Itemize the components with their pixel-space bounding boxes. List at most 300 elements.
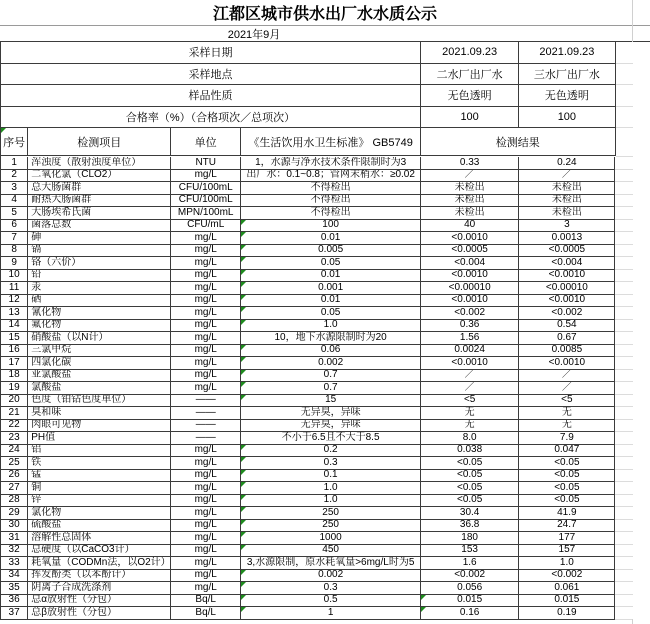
cell-unit: Bq/L: [171, 595, 241, 608]
cell-result-plant2: <0.05: [421, 482, 519, 495]
cell-result-plant2: 0.038: [421, 445, 519, 458]
cell-standard: 100: [241, 220, 421, 233]
cell-standard: 无异臭，异味: [241, 420, 421, 433]
cell-result-plant2: <0.0010: [421, 357, 519, 370]
grid-gutter: [615, 407, 633, 420]
cell-no: 22: [1, 420, 28, 433]
cell-item: 总β放射性（分包）: [28, 607, 171, 620]
grid-gutter: [615, 332, 633, 345]
table-row: [1, 157, 633, 170]
table-row: [1, 270, 633, 283]
header-result: 检测结果: [421, 127, 615, 156]
cell-result-plant2: 1.6: [421, 557, 519, 570]
cell-result-plant3: <0.0010: [519, 357, 615, 370]
cell-result-plant3: <0.002: [519, 307, 615, 320]
cell-result-plant2: <0.002: [421, 570, 519, 583]
cell-no: 33: [1, 557, 28, 570]
grid-gutter: [615, 532, 633, 545]
info-value-plant2: 100: [421, 107, 519, 129]
grid-gutter: [615, 432, 633, 445]
cell-standard: 0.01: [241, 232, 421, 245]
cell-result-plant2: <0.0010: [421, 270, 519, 283]
header-item: 检测项目: [28, 127, 171, 156]
info-value-plant3: 100: [519, 107, 615, 129]
cell-item: 臭和味: [28, 407, 171, 420]
cell-no: 2: [1, 170, 28, 183]
cell-unit: mg/L: [171, 482, 241, 495]
cell-item: 砷: [28, 232, 171, 245]
table-row: [1, 395, 633, 408]
cell-result-plant3: 7.9: [519, 432, 615, 445]
cell-unit: mg/L: [171, 170, 241, 183]
table-row: [1, 457, 633, 470]
cell-item: 阴离子合成洗涤剂: [28, 582, 171, 595]
cell-item: 色度（铂钴色度单位）: [28, 395, 171, 408]
cell-unit: mg/L: [171, 507, 241, 520]
cell-item: 氟化物: [28, 320, 171, 333]
cell-standard: 1.0: [241, 320, 421, 333]
cell-result-plant2: <5: [421, 395, 519, 408]
grid-gutter: [615, 370, 633, 383]
cell-result-plant3: <0.0005: [519, 245, 615, 258]
cell-item: 铬（六价）: [28, 257, 171, 270]
cell-result-plant3: <5: [519, 395, 615, 408]
cell-result-plant2: <0.05: [421, 457, 519, 470]
cell-result-plant3: <0.0010: [519, 295, 615, 308]
cell-result-plant3: 1.0: [519, 557, 615, 570]
cell-no: 19: [1, 382, 28, 395]
cell-unit: mg/L: [171, 457, 241, 470]
info-row: [1, 42, 633, 64]
cell-no: 36: [1, 595, 28, 608]
results-table-body: [0, 157, 633, 620]
info-label: 样品性质: [1, 85, 421, 107]
report-month-row: [0, 26, 650, 42]
table-row: [1, 220, 633, 233]
info-value-plant3: 无色透明: [519, 85, 615, 107]
cell-result-plant2: ／: [421, 382, 519, 395]
cell-item: 肉眼可见物: [28, 420, 171, 433]
cell-no: 9: [1, 257, 28, 270]
cell-unit: mg/L: [171, 345, 241, 358]
grid-gutter: [615, 170, 633, 183]
cell-item: 氯酸盐: [28, 382, 171, 395]
cell-result-plant3: ／: [519, 382, 615, 395]
cell-no: 29: [1, 507, 28, 520]
cell-item: 铜: [28, 482, 171, 495]
cell-unit: mg/L: [171, 470, 241, 483]
cell-result-plant3: <0.004: [519, 257, 615, 270]
cell-no: 28: [1, 495, 28, 508]
cell-result-plant3: <0.0010: [519, 270, 615, 283]
cell-standard: 1.0: [241, 482, 421, 495]
cell-result-plant2: 36.8: [421, 520, 519, 533]
cell-standard: 1: [241, 607, 421, 620]
grid-gutter: [615, 207, 633, 220]
cell-result-plant2: 未检出: [421, 207, 519, 220]
cell-unit: mg/L: [171, 582, 241, 595]
cell-unit: mg/L: [171, 445, 241, 458]
cell-no: 26: [1, 470, 28, 483]
table-row: [1, 170, 633, 183]
cell-unit: mg/L: [171, 332, 241, 345]
cell-no: 30: [1, 520, 28, 533]
table-row: [1, 382, 633, 395]
grid-gutter: [615, 195, 633, 208]
cell-item: 镉: [28, 245, 171, 258]
cell-result-plant2: <0.00010: [421, 282, 519, 295]
table-row: [1, 607, 633, 620]
cell-result-plant3: 0.061: [519, 582, 615, 595]
grid-gutter: [615, 382, 633, 395]
info-row: [1, 107, 633, 129]
cell-result-plant3: 0.24: [519, 157, 615, 170]
cell-standard: 不得检出: [241, 207, 421, 220]
cell-item: 铅: [28, 270, 171, 283]
table-row: [1, 357, 633, 370]
cell-no: 34: [1, 570, 28, 583]
cell-standard: 0.01: [241, 270, 421, 283]
info-value-plant2: 无色透明: [421, 85, 519, 107]
info-row: [1, 85, 633, 107]
sampling-info-section: [0, 42, 633, 128]
info-row: [1, 64, 633, 86]
cell-result-plant3: 157: [519, 545, 615, 558]
cell-unit: ——: [171, 395, 241, 408]
cell-unit: mg/L: [171, 520, 241, 533]
grid-gutter: [616, 64, 634, 86]
cell-unit: mg/L: [171, 545, 241, 558]
cell-item: 大肠埃希氏菌: [28, 207, 171, 220]
cell-result-plant2: 180: [421, 532, 519, 545]
cell-unit: ——: [171, 407, 241, 420]
cell-no: 6: [1, 220, 28, 233]
cell-standard: 1，水源与净水技术条件限制时为3: [241, 157, 421, 170]
info-value-plant2: 2021.09.23: [421, 42, 519, 64]
cell-item: PH值: [28, 432, 171, 445]
grid-gutter: [615, 470, 633, 483]
cell-standard: 1000: [241, 532, 421, 545]
cell-item: 氰化物: [28, 307, 171, 320]
cell-standard: 0.7: [241, 382, 421, 395]
table-row: [1, 595, 633, 608]
cell-result-plant2: <0.05: [421, 495, 519, 508]
cell-result-plant3: 0.19: [519, 607, 615, 620]
cell-no: 20: [1, 395, 28, 408]
cell-unit: mg/L: [171, 370, 241, 383]
cell-no: 10: [1, 270, 28, 283]
cell-unit: mg/L: [171, 557, 241, 570]
cell-standard: 0.001: [241, 282, 421, 295]
grid-gutter: [615, 420, 633, 433]
table-row: [1, 320, 633, 333]
grid-gutter: [615, 595, 633, 608]
cell-result-plant3: 0.0085: [519, 345, 615, 358]
table-row: [1, 532, 633, 545]
cell-result-plant2: 8.0: [421, 432, 519, 445]
info-label: 采样日期: [1, 42, 421, 64]
cell-standard: 出厂水：0.1~0.8；管网末梢水：≥0.02: [241, 170, 421, 183]
cell-result-plant2: 未检出: [421, 182, 519, 195]
table-row: [1, 307, 633, 320]
cell-no: 7: [1, 232, 28, 245]
grid-gutter: [615, 295, 633, 308]
cell-result-plant3: 0.67: [519, 332, 615, 345]
cell-result-plant3: 0.0013: [519, 232, 615, 245]
cell-no: 31: [1, 532, 28, 545]
table-row: [1, 182, 633, 195]
cell-no: 11: [1, 282, 28, 295]
cell-result-plant2: 0.056: [421, 582, 519, 595]
table-row: [1, 195, 633, 208]
header-standard: 《生活饮用水卫生标准》 GB5749: [241, 127, 421, 156]
cell-standard: 1.0: [241, 495, 421, 508]
cell-result-plant2: <0.0005: [421, 245, 519, 258]
table-row: [1, 420, 633, 433]
grid-gutter: [615, 157, 633, 170]
cell-no: 8: [1, 245, 28, 258]
cell-unit: mg/L: [171, 245, 241, 258]
grid-gutter: [615, 282, 633, 295]
header-no: 序号: [1, 127, 28, 156]
cell-unit: mg/L: [171, 307, 241, 320]
header-unit: 单位: [171, 127, 241, 156]
cell-result-plant3: 无: [519, 420, 615, 433]
cell-standard: 0.002: [241, 570, 421, 583]
cell-standard: 不得检出: [241, 182, 421, 195]
table-row: [1, 582, 633, 595]
cell-unit: mg/L: [171, 382, 241, 395]
cell-item: 锰: [28, 470, 171, 483]
grid-gutter: [615, 495, 633, 508]
grid-gutter: [615, 320, 633, 333]
grid-gutter: [615, 570, 633, 583]
grid-gutter: [615, 395, 633, 408]
grid-gutter: [615, 457, 633, 470]
info-label: 采样地点: [1, 64, 421, 86]
cell-item: 硫酸盐: [28, 520, 171, 533]
table-row: [1, 445, 633, 458]
cell-standard: 0.002: [241, 357, 421, 370]
cell-result-plant2: ／: [421, 170, 519, 183]
cell-result-plant3: ／: [519, 370, 615, 383]
table-row: [1, 432, 633, 445]
table-row: [1, 570, 633, 583]
cell-result-plant3: <0.05: [519, 482, 615, 495]
grid-guide-line: [632, 619, 633, 624]
table-row: [1, 470, 633, 483]
cell-no: 21: [1, 407, 28, 420]
cell-item: 三氯甲烷: [28, 345, 171, 358]
cell-result-plant3: 177: [519, 532, 615, 545]
cell-result-plant3: <0.05: [519, 470, 615, 483]
grid-gutter: [615, 507, 633, 520]
cell-item: 浑浊度（散射浊度单位）: [28, 157, 171, 170]
cell-result-plant3: 3: [519, 220, 615, 233]
cell-result-plant2: 无: [421, 420, 519, 433]
cell-item: 耗氧量（CODMn法，以O2计）: [28, 557, 171, 570]
cell-result-plant3: 未检出: [519, 207, 615, 220]
cell-standard: 0.005: [241, 245, 421, 258]
grid-gutter: [615, 270, 633, 283]
cell-result-plant2: 0.36: [421, 320, 519, 333]
cell-result-plant3: 未检出: [519, 182, 615, 195]
report-month: 2021年9月: [227, 28, 281, 41]
cell-standard: 250: [241, 507, 421, 520]
cell-no: 32: [1, 545, 28, 558]
table-row: [1, 482, 633, 495]
cell-result-plant3: <0.002: [519, 570, 615, 583]
grid-gutter: [615, 357, 633, 370]
cell-standard: 0.2: [241, 445, 421, 458]
table-row: [1, 282, 633, 295]
cell-standard: 0.3: [241, 582, 421, 595]
cell-result-plant3: <0.05: [519, 457, 615, 470]
cell-result-plant2: <0.004: [421, 257, 519, 270]
cell-item: 挥发酚类（以苯酚计）: [28, 570, 171, 583]
grid-gutter: [616, 128, 634, 157]
cell-item: 溶解性总固体: [28, 532, 171, 545]
cell-no: 16: [1, 345, 28, 358]
grid-gutter: [615, 307, 633, 320]
cell-item: 铝: [28, 445, 171, 458]
cell-result-plant3: 未检出: [519, 195, 615, 208]
info-value-plant2: 二水厂出厂水: [421, 64, 519, 86]
cell-standard: 0.06: [241, 345, 421, 358]
table-row: [1, 520, 633, 533]
grid-gutter: [616, 107, 634, 129]
cell-result-plant2: 未检出: [421, 195, 519, 208]
cell-no: 27: [1, 482, 28, 495]
cell-unit: Bq/L: [171, 607, 241, 620]
grid-gutter: [615, 445, 633, 458]
cell-item: 锌: [28, 495, 171, 508]
cell-unit: ——: [171, 432, 241, 445]
grid-guide-line: [632, 0, 633, 42]
cell-no: 12: [1, 295, 28, 308]
cell-result-plant2: 153: [421, 545, 519, 558]
cell-result-plant3: 0.047: [519, 445, 615, 458]
table-row: [1, 545, 633, 558]
grid-gutter: [615, 520, 633, 533]
cell-item: 硝酸盐（以N计）: [28, 332, 171, 345]
info-value-plant3: 三水厂出厂水: [519, 64, 615, 86]
cell-unit: mg/L: [171, 232, 241, 245]
cell-standard: 0.3: [241, 457, 421, 470]
cell-standard: 0.7: [241, 370, 421, 383]
table-row: [1, 557, 633, 570]
cell-result-plant3: 0.54: [519, 320, 615, 333]
cell-no: 25: [1, 457, 28, 470]
cell-standard: 10，地下水源限制时为20: [241, 332, 421, 345]
table-row: [1, 332, 633, 345]
cell-no: 17: [1, 357, 28, 370]
cell-standard: 不小于6.5且不大于8.5: [241, 432, 421, 445]
cell-result-plant3: <0.00010: [519, 282, 615, 295]
cell-result-plant3: 24.7: [519, 520, 615, 533]
cell-item: 二氧化氯（CLO2）: [28, 170, 171, 183]
cell-standard: 15: [241, 395, 421, 408]
cell-result-plant2: 无: [421, 407, 519, 420]
cell-item: 硒: [28, 295, 171, 308]
table-row: [1, 495, 633, 508]
cell-result-plant2: 0.015: [421, 595, 519, 608]
cell-no: 35: [1, 582, 28, 595]
cell-result-plant2: 0.0024: [421, 345, 519, 358]
cell-no: 5: [1, 207, 28, 220]
cell-unit: ——: [171, 420, 241, 433]
cell-no: 18: [1, 370, 28, 383]
cell-item: 四氯化碳: [28, 357, 171, 370]
cell-item: 总大肠菌群: [28, 182, 171, 195]
cell-result-plant2: <0.05: [421, 470, 519, 483]
cell-result-plant2: 30.4: [421, 507, 519, 520]
cell-no: 15: [1, 332, 28, 345]
grid-gutter: [615, 545, 633, 558]
cell-unit: mg/L: [171, 570, 241, 583]
cell-item: 菌落总数: [28, 220, 171, 233]
cell-standard: 无异臭，异味: [241, 407, 421, 420]
cell-unit: mg/L: [171, 320, 241, 333]
cell-unit: CFU/mL: [171, 220, 241, 233]
cell-no: 4: [1, 195, 28, 208]
cell-standard: 250: [241, 520, 421, 533]
cell-result-plant3: <0.05: [519, 495, 615, 508]
table-row: [1, 407, 633, 420]
grid-gutter: [615, 257, 633, 270]
cell-item: 亚氯酸盐: [28, 370, 171, 383]
grid-gutter: [615, 557, 633, 570]
cell-result-plant3: 无: [519, 407, 615, 420]
results-table-header: [0, 128, 633, 157]
cell-no: 23: [1, 432, 28, 445]
cell-no: 1: [1, 157, 28, 170]
table-row: [1, 257, 633, 270]
cell-result-plant2: ／: [421, 370, 519, 383]
cell-unit: CFU/100mL: [171, 182, 241, 195]
cell-item: 总硬度（以CaCO3计）: [28, 545, 171, 558]
page-title: 江都区城市供水出厂水水质公示: [0, 0, 650, 26]
cell-result-plant2: <0.002: [421, 307, 519, 320]
cell-standard: 0.5: [241, 595, 421, 608]
cell-result-plant2: 0.16: [421, 607, 519, 620]
cell-no: 37: [1, 607, 28, 620]
cell-unit: mg/L: [171, 495, 241, 508]
grid-gutter: [616, 42, 634, 64]
cell-unit: NTU: [171, 157, 241, 170]
cell-item: 总α放射性（分包）: [28, 595, 171, 608]
table-row: [1, 245, 633, 258]
cell-result-plant2: <0.0010: [421, 295, 519, 308]
grid-gutter: [615, 245, 633, 258]
info-label: 合格率（%）（合格项次／总项次）: [1, 107, 421, 129]
table-row: [1, 207, 633, 220]
cell-result-plant3: ／: [519, 170, 615, 183]
cell-standard: 0.01: [241, 295, 421, 308]
cell-unit: mg/L: [171, 257, 241, 270]
info-value-plant3: 2021.09.23: [519, 42, 615, 64]
cell-no: 13: [1, 307, 28, 320]
cell-standard: 0.05: [241, 307, 421, 320]
cell-result-plant2: <0.0010: [421, 232, 519, 245]
cell-result-plant3: 0.015: [519, 595, 615, 608]
table-row: [1, 232, 633, 245]
grid-gutter: [615, 482, 633, 495]
table-row: [1, 507, 633, 520]
grid-gutter: [615, 607, 633, 620]
grid-gutter: [615, 232, 633, 245]
cell-item: 铁: [28, 457, 171, 470]
